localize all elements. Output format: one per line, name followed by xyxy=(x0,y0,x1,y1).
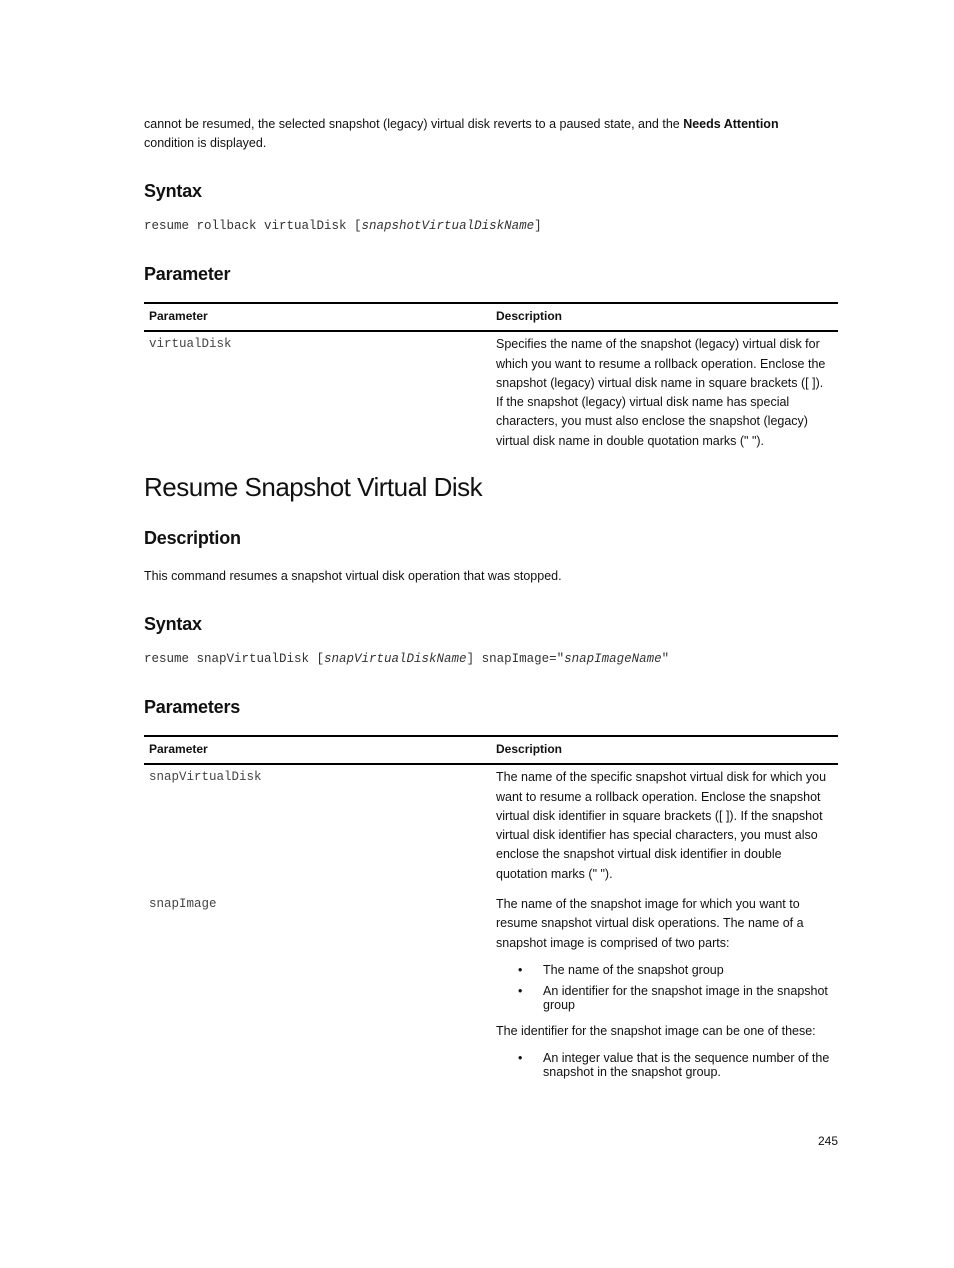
code-placeholder: snapVirtualDiskName xyxy=(324,652,467,666)
intro-text: cannot be resumed, the selected snapshot (legacy) virtual disk reverts to a paused state, and the xyxy=(144,117,684,131)
list-item-text: An identifier for the snapshot image in the snapshot group xyxy=(543,983,828,1012)
syntax-code-1 xyxy=(144,219,542,233)
param-description-cell xyxy=(491,892,838,1097)
syntax-heading-1: Syntax xyxy=(144,181,202,201)
list-item-text: An integer value that is the sequence number of the snapshot in the snapshot group. xyxy=(543,1051,830,1080)
syntax-code-2 xyxy=(144,652,669,666)
list-item xyxy=(518,1051,833,1079)
column-header-description: Description xyxy=(491,736,838,764)
syntax-heading-2: Syntax xyxy=(144,614,202,634)
code-placeholder: snapshotVirtualDiskName xyxy=(361,219,535,233)
parameter-table-2 xyxy=(144,735,838,1097)
parameter-table-1 xyxy=(144,302,838,459)
list-item-text: The name of the snapshot group xyxy=(543,962,724,977)
code-text: ] snapImage=" xyxy=(466,652,565,666)
description-text: This command resumes a snapshot virtual disk operation that was stopped. xyxy=(144,569,562,583)
bullet-icon: • xyxy=(518,1051,523,1066)
bullet-list xyxy=(496,963,833,1012)
table-row xyxy=(144,331,838,459)
bullet-list xyxy=(496,1051,833,1079)
param-name: snapVirtualDisk xyxy=(149,770,262,785)
table-row xyxy=(144,764,838,892)
code-text: resume rollback virtualDisk [ xyxy=(144,219,362,233)
page-number: 245 xyxy=(818,1134,839,1148)
needs-attention-bold: Needs Attention xyxy=(683,117,779,131)
intro-paragraph xyxy=(144,115,838,153)
code-text: ] xyxy=(534,219,542,233)
parameters-heading: Parameters xyxy=(144,697,241,717)
table-row xyxy=(144,892,838,1097)
column-header-parameter: Parameter xyxy=(144,303,491,331)
code-text: " xyxy=(661,652,670,666)
list-item xyxy=(518,984,833,1012)
param-description: The name of the snapshot image for which you want to resume snapshot virtual disk operations. The name of a snapshot image is comprised of two parts: xyxy=(496,897,804,950)
code-text: resume snapVirtualDisk [ xyxy=(144,652,325,666)
intro-text-end: condition is displayed. xyxy=(144,136,267,150)
column-header-description: Description xyxy=(491,303,838,331)
table-header-row xyxy=(144,303,838,331)
param-name: snapImage xyxy=(149,897,217,912)
param-description: Specifies the name of the snapshot (legacy) virtual disk for which you want to resume a rollback operation. Enclose the snapshot (legacy) virtual disk name in square brackets ([ ]). If the snapshot (legacy) virtual disk name has special characters, you must also enclose the snapshot (legacy) virtual disk name in double quotation marks (" "). xyxy=(496,337,826,448)
bullet-icon: • xyxy=(518,983,523,998)
table-header-row xyxy=(144,736,838,764)
bullet-icon: • xyxy=(518,962,523,977)
section-title: Resume Snapshot Virtual Disk xyxy=(144,472,483,502)
parameter-heading: Parameter xyxy=(144,264,231,284)
column-header-parameter: Parameter xyxy=(144,736,491,764)
code-placeholder: snapImageName xyxy=(564,652,662,666)
description-heading: Description xyxy=(144,528,241,548)
param-name: virtualDisk xyxy=(149,337,232,352)
param-description-2: The identifier for the snapshot image can be one of these: xyxy=(496,1023,816,1038)
param-description: The name of the specific snapshot virtual disk for which you want to resume a rollback operation. Enclose the snapshot virtual disk identifier in square brackets ([ ]). If the snapshot virtual disk identifier has special characters, you must also enclose the snapshot virtual disk identifier in double quotation marks (" "). xyxy=(496,770,827,881)
list-item xyxy=(518,963,833,977)
